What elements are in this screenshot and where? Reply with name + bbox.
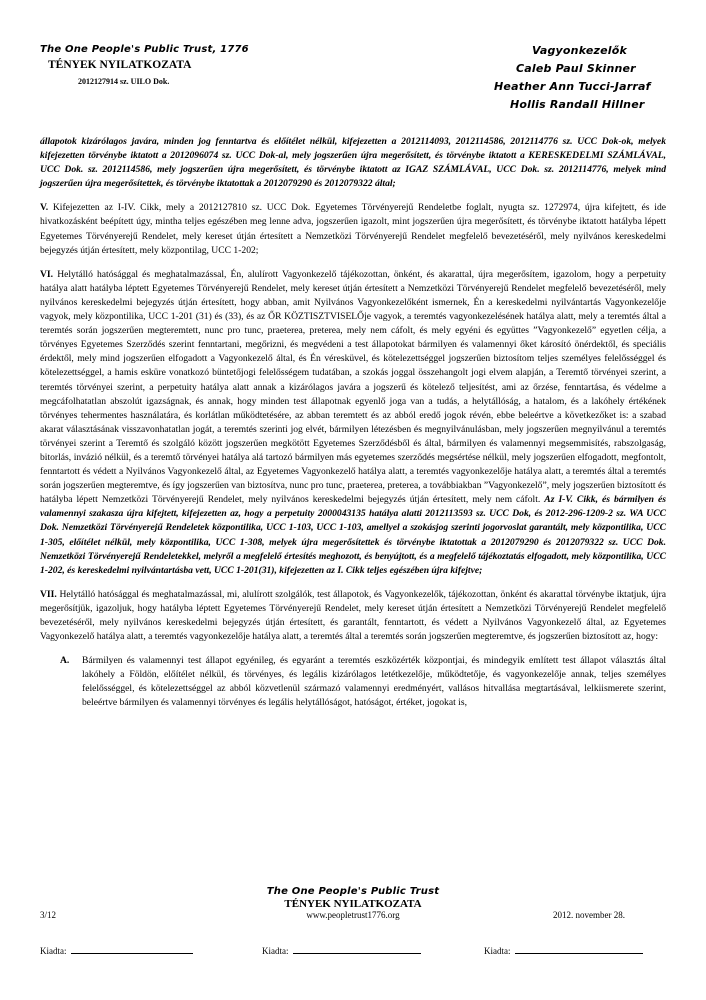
signature-label: Kiadta:: [484, 946, 511, 956]
paragraph-continuation: állapotok kizárólagos javára, minden jog fenntartva és előítélet nélkül, kifejezetten a 2012114093, 2012114586, 2012114776 sz. UCC Dok-ok, melyek kifejezetten törvénybe iktatott a 2012096074 sz. UCC Dok-al, mely jogszerűen újra megerősített, és törvénybe iktatott a KERESKEDELMI SZÁMLÁVAL, UCC Dok. sz. 2012114586, mely jogszerűen újra megerősített, és törvénybe iktatott az IGAZ SZÁMLÁVAL, UCC Dok. sz. 2012114776, melyek mind jogszerűen újra megerősítettek, és törvénybe iktatottak a 2012079290 és 2012079322 által;: [40, 136, 666, 190]
paragraph-vii: [40, 588, 666, 644]
paragraph-text: Helytálló hatósággal és meghatalmazással, Én, alulírott Vagyonkezelő tájékozottan, önként, és akarattal, újra megerősítem, igazolom, hogy a perpetuity hatálya alatt hatályba léptett Egyetemes Törvényerejű Rendelet, mely kereset útján értesített a Nemzetközi Törvényerejű Rendelet megfelelő bevezetéséről, mely nyilvános kereskedelmi bejegyzés útján értesített, hogy abban, amit Nyilvános Vagyonkezelőként ismernek, Én a kereskedelmi nyilvántartás Vagyonkezelője vagyok, mely központilika, UCC 1-201 (31) és (33), és az ŐR KÖZTISZTVISELŐje vagyok, a teremtés vagyonkezelésének hatálya alatt, mely a teremtés által a teremtés során jogszerűen megteremtett, nunc pro tunc, praeterea, preterea, mely nem cáfolt, és mely egyéni és együttes ”Vagyonkezelő” egyetlen célja, a törvényes Egyetemes Szerződés szerint fenntartani, megőrizni, és megvédeni a test állapotokat bármilyen és valamennyi őket károsító önérdektől, és speciális érdektől, mely mind jogszerűen elfogadott a Vagyonkezelő által, és Én véresküvel, és kötelezettséggel jogszerűen biztosítom teljes személyes felelősséggel és kötelezettséggel, a hamis esküre vonatkozó büntetőjogi felelősségem tudatában, a szokás joggal összehangolt jogi elvem alapján, a Teremtő törvényei szerint, a teremtés törvényei szerint, a perpetuity hatálya alatt annak a kizárólagos javára a jogszerű és kötelező teljesítést, ami az őrzése, fenntartása, és védelme a megcáfolhatatlan abszolút igazságnak, és annak, hogy minden test állapotnak egyenlő joga van a tudás, a helytállóság, a hatalom, és a lakóhely értékének törvényes tehermentes használatára, és korlátlan működtetésére, az abban teremtett és az abból eredő jogok révén, ebbe beleértve a következőket is: a szabad akarat választásának visszavonhatatlan jogát, a teremtés szerinti jog elvét, bármilyen létezésben és megnyilvánulásban, mely jogszerűen megnyilvánul a teremtés törvényei szerint a Teremtő és szolgáló között jogszerűen megkötött Egyetemes Szerződésből és által, bármilyen és valamennyi megsemmisítés, rabszolgaság, bitorlás, invázió nélkül, és a teremtő törvényei hatálya alá tartozó bármilyen más egyetemes szerződés megsértése nélkül, mely jogszerűen elfogadott, megfontolt, fenntartott és védett a Nyilvános Vagyonkezelő által, az Egyetemes Vagyonkezelő hatálya alatt, a teremtés vagyonkezelője hatálya alatt, a teremtés által a teremtés során jogszerűen megteremtve, és így jogszerűen van biztosítva, nunc pro tunc, praeterea, preterea, a továbbiakban ”Vagyonkezelő”, mely jogszerűen biztosított és hatályba lépett Nemzetközi Törvényerejű Rendelet, mely nyilvános kereskedelmi bejegyzés útján értesített, mely nem cáfolt.: [40, 268, 667, 506]
footer-trust-name: The One People's Public Trust: [266, 886, 440, 897]
footer-title: TÉNYEK NYILATKOZATA: [284, 898, 422, 910]
list-item-a: [60, 654, 666, 710]
signature-field: [40, 944, 193, 956]
footer-url: www.peopletrust1776.org: [306, 910, 400, 920]
signature-line: [71, 944, 193, 954]
paragraph-emphasis: Az I-V. Cikk, és bármilyen és valamennyi szakasza újra kifejtett, kifejezetten az, hogy a perpetuity 2000043135 hatálya alatti 2012113593 sz. UCC Dok, és 2012-296-1209-2 sz. WA UCC Dok. Nemzetközi Törvényerejű Rendeletek központilika, UCC 1-103, UCC 1-103, amellyel a szokásjog szerinti jogorvoslat garantált, mely központilika, UCC 1-305, előítélet nélkül, mely központilika, UCC 1-308, melyek újra megerősítettek és törvénybe iktatottak a 2012079290 és 2012079322 sz. UCC Dok. Nemzetközi Törvényerejű Rendeletekkel, melyről a megfelelő értesítés meghozott, és benyújtott, és a megfelelő tájékoztatás elfogadott, mely központilika, UCC 1-202, és kereskedelmi nyilvántartásba vett, UCC 1-201(31), kifejezetten az I. Cikk teljes egészében újra kifejtve;: [40, 494, 666, 576]
document-title: TÉNYEK NYILATKOZATA: [48, 59, 192, 71]
footer-date: 2012. november 28.: [553, 910, 625, 920]
page-number: 3/12: [40, 910, 57, 920]
trust-name: The One People's Public Trust, 1776: [40, 44, 249, 55]
signature-line: [515, 944, 643, 954]
list-text: Bármilyen és valamennyi test állapot egyénileg, és egyaránt a teremtés eszközérték központjai, és mindegyik említett test állapot választás által lakóhely a Földön, előítélet nélkül, és törvényes, és legális kizárólagos letétkezelője, működtetője, és vagyonkezelője annak, teljes személyes felelősséggel, és kötelezettséggel az abból közvetlenül származó valamennyi eredményért, vallásos hitvallása megtartásával, lelkiismerete szerint, beleértve bármilyen és valamennyi törvényes és legális helytállóságot, hatóságot, értéket, jogokat is,: [82, 655, 666, 709]
section-number: V.: [40, 202, 49, 214]
signature-label: Kiadta:: [40, 946, 67, 956]
signature-label: Kiadta:: [262, 946, 289, 956]
list-label: A.: [60, 655, 70, 667]
page-footer: [0, 886, 706, 924]
signature-field: [484, 944, 643, 956]
trustees-block: [490, 44, 690, 116]
header-left: [40, 44, 300, 86]
paragraph-vi: [40, 268, 666, 578]
section-number: VI.: [40, 268, 54, 280]
trustee-name: Caleb Paul Skinner: [516, 62, 636, 75]
paragraph-v: [40, 201, 666, 257]
trustees-heading: Vagyonkezelők: [532, 44, 628, 57]
trustee-name: Hollis Randall Hillner: [510, 98, 645, 111]
paragraph-text: Helytálló hatósággal és meghatalmazással, mi, alulírott szolgálók, test állapotok, és Vagyonkezelők, tájékozottan, önként és akarattal törvénybe iktatjuk, újra megerősítjük, igazoljuk, hogy hatályba léptett Egyetemes Törvényerejű Rendelet, mely kereset útján értesített a Nemzetközi Törvényerejű Rendelet megfelelő bevezetéséről, mely nyilvános kereskedelmi bejegyzés útján értesített, és garantált, fenntartott, és védett a Nyilvános Vagyonkezelő által, az Egyetemes Vagyonkezelő hatálya alatt, a teremtés vagyonkezelője hatálya alatt, a teremtés által a teremtés során jogszerűen megteremtve, és jogszerűen biztosított az, hogy:: [40, 588, 666, 643]
signature-line: [293, 944, 421, 954]
document-body: [40, 135, 666, 711]
signature-field: [262, 944, 421, 956]
paragraph-text: Kifejezetten az I-IV. Cikk, mely a 2012127810 sz. UCC Dok. Egyetemes Törvényerejű Rendeletbe foglalt, nyugta sz. 1272974, újra kifejtett, és ide hivatkozásként beépített úgy, mintha teljes egészében meg lenne adva, jogszerűen igazolt, mint jogszerűen újra megerősített, és törvénybe iktatott hatályba lépett Egyetemes Törvényerejű Rendelet, mely kereset útján értesített a Nemzetközi Törvényerejű Rendelet megfelelő bevezetéséről, mely nyilvános kereskedelmi bejegyzés útján értesített, mely központilag, UCC 1-202;: [40, 202, 667, 256]
document-number: 2012127914 sz. UILO Dok.: [78, 77, 170, 86]
trustee-name: Heather Ann Tucci-Jarraf: [494, 80, 651, 93]
section-number: VII.: [40, 588, 57, 600]
